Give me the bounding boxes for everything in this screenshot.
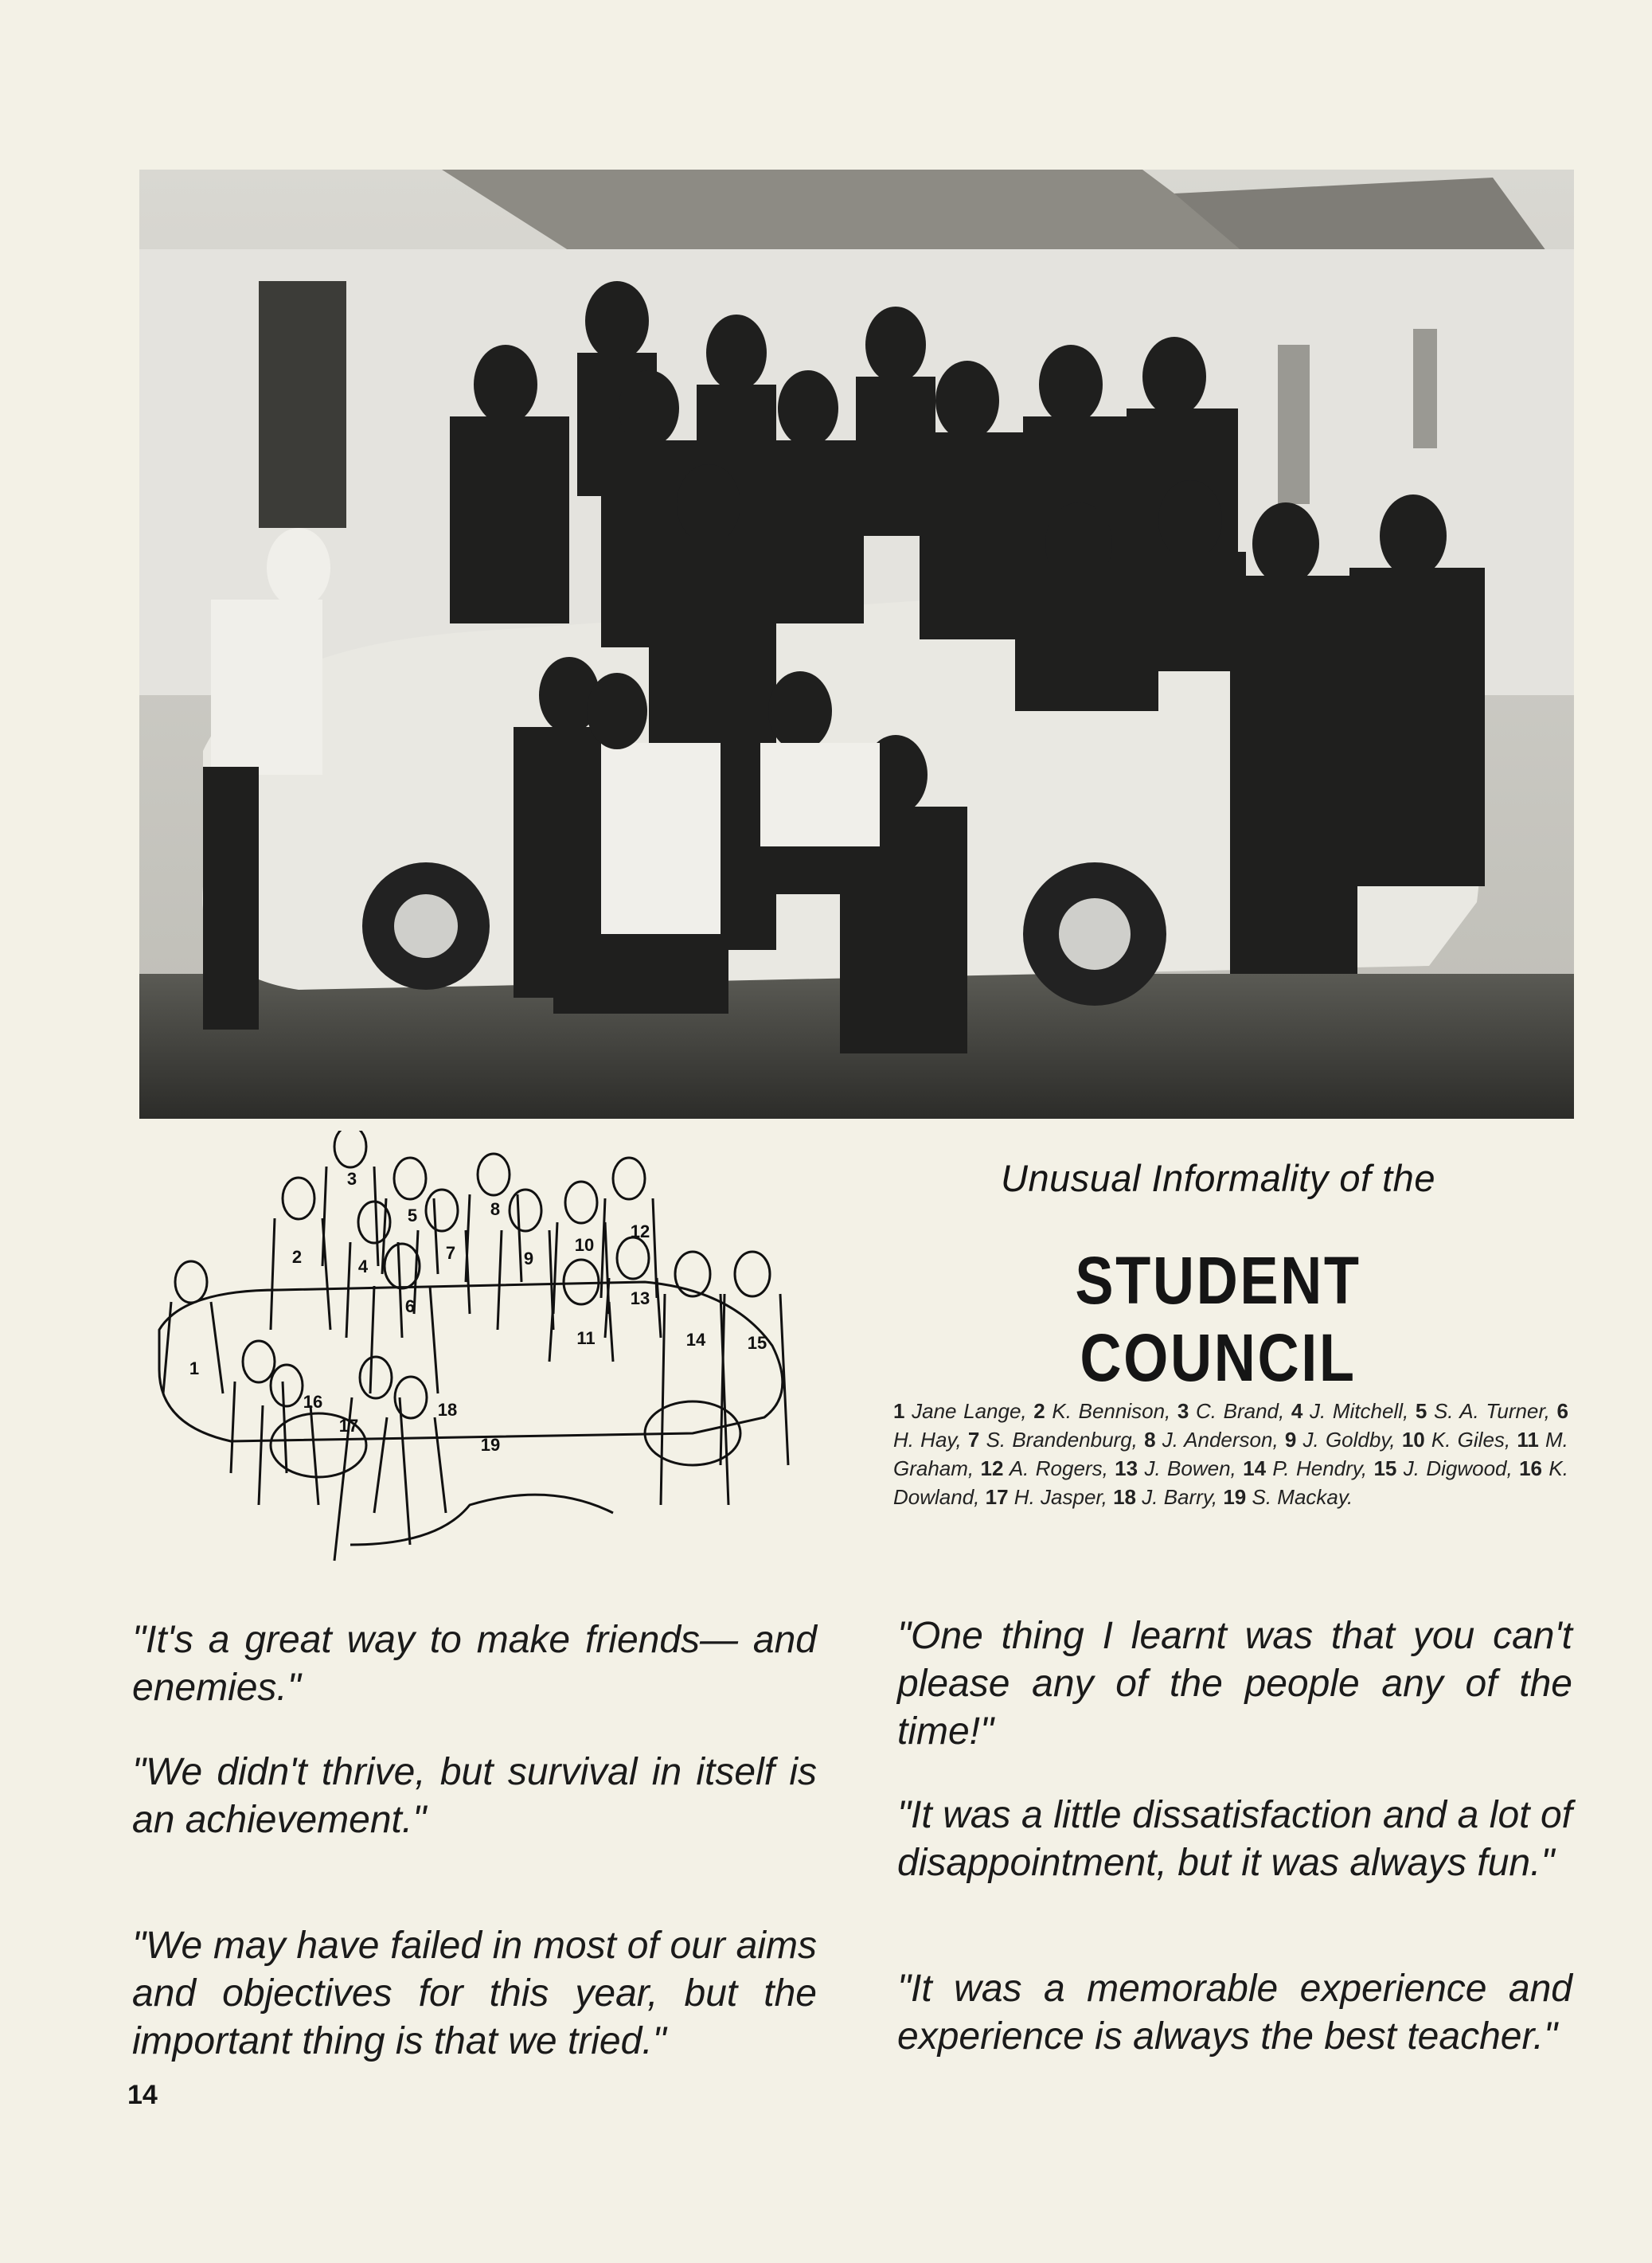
name-entry: S. A. Turner, [1433,1399,1550,1423]
quote-right-3: "It was a memorable experience and experience is always the best teacher." [897,1968,1572,2058]
key-number-6: 6 [404,1296,416,1316]
name-number: 8 [1144,1428,1156,1452]
name-entry: J. Digwood, [1403,1456,1513,1480]
name-entry: J. Mitchell, [1310,1399,1409,1423]
identification-key-diagram [135,1131,820,1577]
key-number-3: 3 [346,1168,357,1189]
key-number-10: 10 [574,1234,595,1255]
name-entry: J. Barry, [1142,1485,1218,1509]
name-entry: C. Brand, [1196,1399,1285,1423]
key-number-17: 17 [338,1415,359,1436]
key-number-1: 1 [189,1358,200,1378]
key-number-9: 9 [523,1248,534,1268]
quote-left-1: "It's a great way to make friends— and enemies." [132,1619,817,1709]
names-caption [893,1397,1568,1511]
name-entry: K. Giles, [1431,1428,1511,1452]
name-number: 16 [1519,1456,1542,1480]
name-number: 4 [1291,1399,1303,1423]
name-number: 12 [980,1456,1004,1480]
key-number-2: 2 [291,1246,303,1267]
name-entry: H. Jasper, [1013,1485,1107,1509]
name-entry: M. Graham, [893,1428,1568,1480]
headline-kicker: Unusual Informality of the [1001,1157,1435,1199]
name-number: 6 [1556,1399,1568,1423]
name-number: 3 [1177,1399,1189,1423]
page-title: STUDENT COUNCIL [1075,1243,1361,1395]
name-entry: A. Rogers, [1009,1456,1108,1480]
key-number-8: 8 [490,1198,501,1219]
key-number-19: 19 [480,1434,501,1455]
quote-right-1: "One thing I learnt was that you can't please any of the people any of the time!" [897,1615,1572,1753]
name-number: 11 [1517,1428,1539,1452]
name-number: 9 [1284,1428,1297,1452]
name-number: 19 [1223,1485,1247,1509]
name-number: 5 [1415,1399,1427,1423]
group-photo-image [139,170,1574,1119]
key-number-14: 14 [685,1329,706,1350]
key-number-18: 18 [437,1399,458,1420]
name-number: 13 [1115,1456,1138,1480]
key-number-16: 16 [303,1391,323,1412]
name-number: 2 [1033,1399,1045,1423]
name-entry: S. Brandenburg, [986,1428,1138,1452]
group-photo [139,170,1574,1119]
name-entry: J. Anderson, [1162,1428,1279,1452]
quote-left-2: "We didn't thrive, but survival in itself is an achievement." [132,1751,817,1841]
key-number-5: 5 [407,1205,418,1225]
name-entry: J. Bowen, [1144,1456,1236,1480]
name-entry: K. Bennison, [1052,1399,1171,1423]
name-number: 15 [1373,1456,1397,1480]
name-number: 7 [967,1428,980,1452]
name-number: 10 [1401,1428,1425,1452]
key-number-13: 13 [630,1288,650,1308]
name-number: 17 [985,1485,1009,1509]
name-number: 1 [893,1399,905,1423]
key-number-11: 11 [576,1327,596,1348]
name-entry: P. Hendry, [1272,1456,1368,1480]
key-number-4: 4 [357,1256,369,1276]
name-number: 14 [1243,1456,1267,1480]
name-number: 18 [1113,1485,1137,1509]
page-number: 14 [127,2080,158,2110]
name-entry: J. Goldby, [1302,1428,1396,1452]
name-entry: H. Hay, [893,1428,962,1452]
name-entry: S. Mackay. [1252,1485,1353,1509]
key-number-7: 7 [445,1242,456,1263]
key-number-15: 15 [747,1332,767,1353]
name-entry: K. Dowland, [893,1456,1568,1509]
key-number-12: 12 [630,1221,650,1241]
quote-left-3: "We may have failed in most of our aims and objectives for this year, but the important thing is that we tried." [132,1925,817,2062]
name-entry: Jane Lange, [912,1399,1027,1423]
key-sketch [135,1131,820,1577]
quote-right-2: "It was a little dissatisfaction and a lot of disappointment, but it was always fun." [897,1794,1572,1884]
